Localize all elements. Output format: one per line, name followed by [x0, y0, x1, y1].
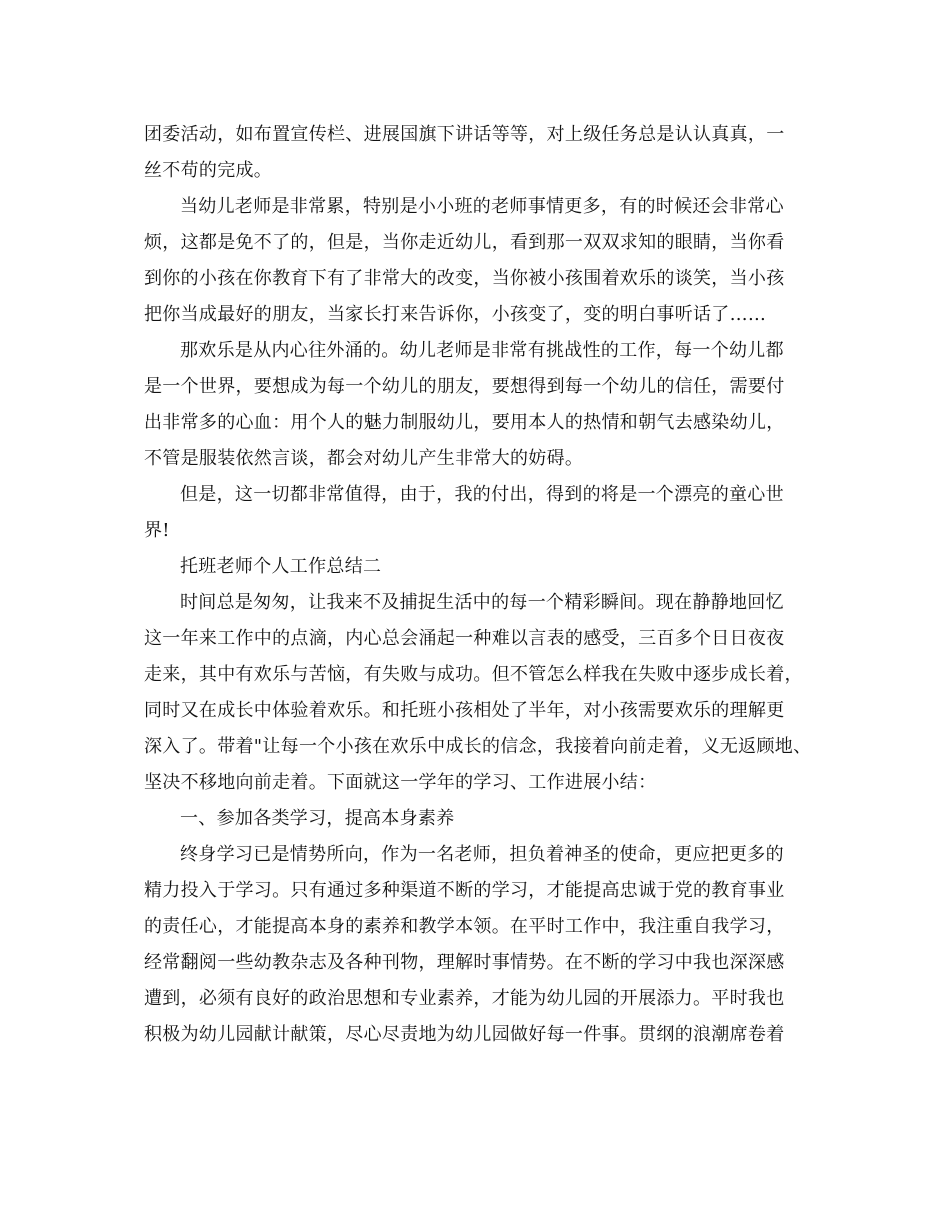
text-line: 遭到，必须有良好的政治思想和专业素养，才能为幼儿园的开展添力。平时我也: [144, 988, 785, 1009]
text-line: 深入了。带着"让每一个小孩在欢乐中成长的信念，我接着向前走着，义无返顾地、: [144, 736, 812, 757]
text-line: 烦，这都是免不了的，但是，当你走近幼儿，看到那一双双求知的眼睛，当你看: [144, 232, 785, 253]
text-line: 走来，其中有欢乐与苦恼，有失败与成功。但不管怎么样我在失败中逐步成长着，: [144, 664, 803, 685]
text-line: 不管是服装依然言谈，都会对幼儿产生非常大的妨碍。: [144, 448, 584, 469]
text-line: 丝不苟的完成。: [144, 160, 273, 181]
text-line: 团委活动，如布置宣传栏、进展国旗下讲话等等，对上级任务总是认认真真，一: [144, 124, 785, 145]
text-line: 同时又在成长中体验着欢乐。和托班小孩相处了半年，对小孩需要欢乐的理解更: [144, 700, 785, 721]
text-line: 那欢乐是从内心往外涌的。幼儿老师是非常有挑战性的工作，每一个幼儿都: [180, 340, 784, 361]
text-line: 但是，这一切都非常值得，由于，我的付出，得到的将是一个漂亮的童心世: [180, 484, 784, 505]
text-line: 积极为幼儿园献计献策，尽心尽责地为幼儿园做好每一件事。贯纲的浪潮席卷着: [144, 1024, 785, 1045]
text-line: 到你的小孩在你教育下有了非常大的改变，当你被小孩围着欢乐的谈笑，当小孩: [144, 268, 785, 289]
text-line: 把你当成最好的朋友，当家长打来告诉你，小孩变了，变的明白事听话了……: [144, 304, 767, 325]
subsection-heading: 一、参加各类学习，提高本身素养: [180, 808, 455, 829]
text-line: 的责任心，才能提高本身的素养和教学本领。在平时工作中，我注重自我学习，: [144, 916, 785, 937]
text-line: 坚决不移地向前走着。下面就这一学年的学习、工作进展小结：: [144, 772, 657, 793]
text-line: 经常翻阅一些幼教杂志及各种刊物，理解时事情势。在不断的学习中我也深深感: [144, 952, 785, 973]
text-line: 是一个世界，要想成为每一个幼儿的朋友，要想得到每一个幼儿的信任，需要付: [144, 376, 785, 397]
document-body: [144, 117, 812, 1053]
text-line: 精力投入于学习。只有通过多种渠道不断的学习，才能提高忠诚于党的教育事业: [144, 880, 785, 901]
text-line: 这一年来工作中的点滴，内心总会涌起一种难以言表的感受，三百多个日日夜夜: [144, 628, 785, 649]
section-heading: 托班老师个人工作总结二: [180, 556, 382, 577]
text-line: 终身学习已是情势所向，作为一名老师，担负着神圣的使命，更应把更多的: [180, 844, 784, 865]
text-line: 当幼儿老师是非常累，特别是小小班的老师事情更多，有的时候还会非常心: [180, 196, 784, 217]
text-line: 界!: [144, 520, 170, 541]
text-line: 时间总是匆匆，让我来不及捕捉生活中的每一个精彩瞬间。现在静静地回忆: [180, 592, 784, 613]
text-line: 出非常多的心血：用个人的魅力制服幼儿，要用本人的热情和朝气去感染幼儿，: [144, 412, 785, 433]
